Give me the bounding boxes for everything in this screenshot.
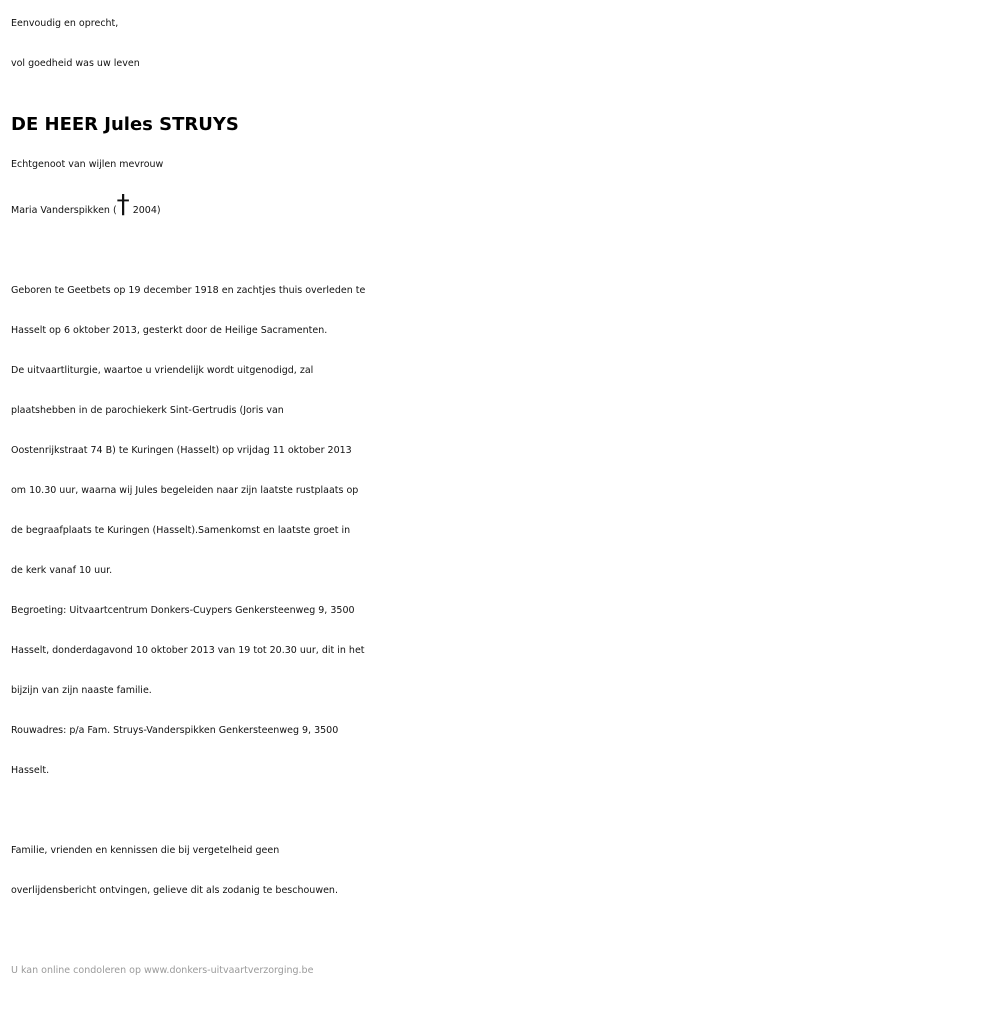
body-line: om 10.30 uur, waarna wij Jules begeleiden naar zijn laatste rustplaats op: [11, 485, 359, 496]
body-line: Oostenrijkstraat 74 B) te Kuringen (Hasselt) op vrijdag 11 oktober 2013: [11, 445, 352, 456]
cross-icon: †: [116, 190, 130, 220]
notice-line: overlijdensbericht ontvingen, gelieve dit als zodanig te beschouwen.: [11, 885, 338, 896]
body-line: Begroeting: Uitvaartcentrum Donkers-Cuypers Genkersteenweg 9, 3500: [11, 605, 355, 616]
family-notice: [11, 831, 996, 911]
body-line: Hasselt, donderdagavond 10 oktober 2013 van 19 tot 20.30 uur, dit in het: [11, 645, 365, 656]
body-line: de begraafplaats te Kuringen (Hasselt).Samenkomst en laatste groet in: [11, 525, 351, 536]
body-line: bijzijn van zijn naaste familie.: [11, 685, 152, 696]
online-condolence-note: U kan online condoleren op www.donkers-uitvaartverzorging.be: [11, 965, 314, 976]
spouse-line-2: [11, 185, 996, 231]
obituary-notice: [11, 4, 996, 991]
spouse-info: [11, 145, 996, 231]
body-line: Hasselt.: [11, 765, 50, 776]
body-line: De uitvaartliturgie, waartoe u vriendelijk wordt uitgenodigd, zal: [11, 365, 314, 376]
body-line: Rouwadres: p/a Fam. Struys-Vanderspikken Genkersteenweg 9, 3500: [11, 725, 339, 736]
body-line: plaatshebben in de parochiekerk Sint-Gertrudis (Joris van: [11, 405, 284, 416]
motto-line-1: Eenvoudig en oprecht,: [11, 18, 119, 29]
motto: [11, 4, 996, 84]
spacer: [11, 791, 996, 831]
notice-line: Familie, vrienden en kennissen die bij vergetelheid geen: [11, 845, 280, 856]
deceased-name: DE HEER Jules STRUYS: [11, 114, 239, 135]
spouse-line-1: Echtgenoot van wijlen mevrouw: [11, 159, 164, 170]
body-line: Hasselt op 6 oktober 2013, gesterkt door de Heilige Sacramenten.: [11, 325, 328, 336]
obituary-body: [11, 271, 996, 791]
spacer: [11, 911, 996, 951]
spouse-death-year: 2004): [129, 205, 161, 216]
spouse-name: Maria Vanderspikken (: [11, 205, 117, 216]
body-line: de kerk vanaf 10 uur.: [11, 565, 113, 576]
motto-line-2: vol goedheid was uw leven: [11, 58, 140, 69]
spacer: [11, 231, 996, 271]
body-line: Geboren te Geetbets op 19 december 1918 en zachtjes thuis overleden te: [11, 285, 366, 296]
